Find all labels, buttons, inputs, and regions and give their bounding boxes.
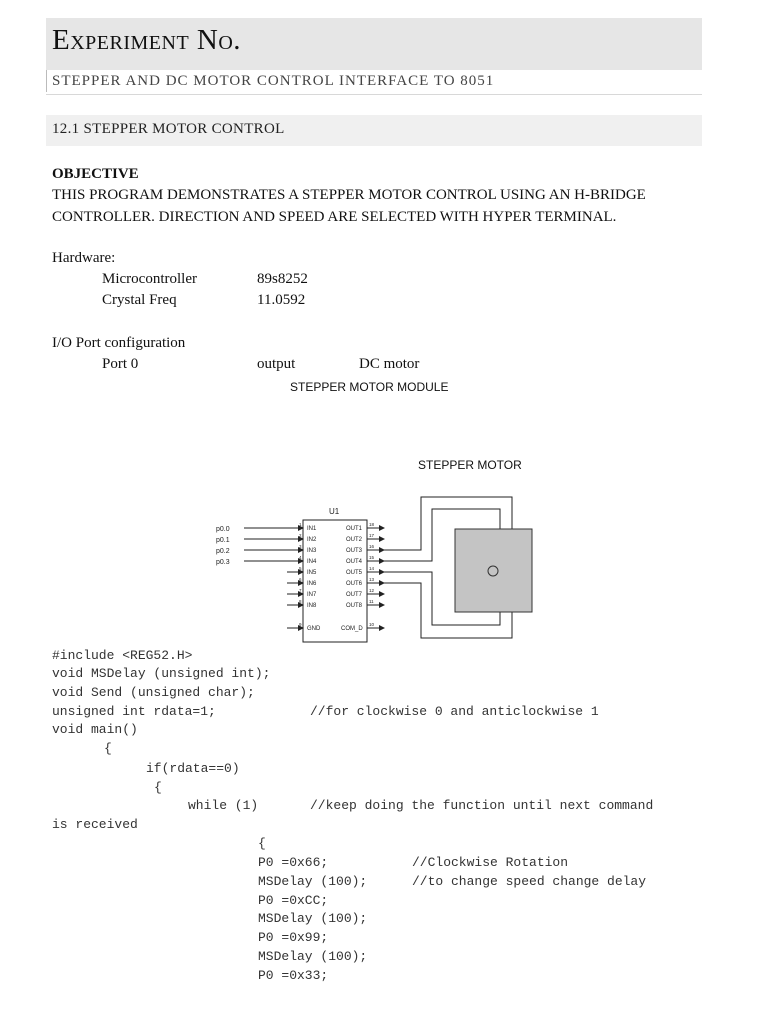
code-line: P0 =0x66; (258, 855, 329, 870)
input-pin-number: 2 (299, 533, 302, 538)
output-pin-number: 15 (369, 555, 375, 560)
output-pin-name: OUT6 (346, 581, 363, 587)
objective-heading: OBJECTIVE (52, 166, 139, 182)
objective-line: THIS PROGRAM DEMONSTRATES A STEPPER MOTOR CONTROL USING AN H-BRIDGE (52, 187, 646, 203)
output-pin-name: OUT1 (346, 526, 363, 532)
code-comment: //Clockwise Rotation (412, 855, 569, 870)
code-line: MSDelay (100); (258, 911, 368, 926)
output-pin-name: OUT5 (346, 570, 363, 576)
input-pin-name: IN4 (307, 559, 317, 565)
hardware-value: 11.0592 (257, 292, 306, 308)
port-label: p0.3 (216, 559, 230, 566)
hardware-value: 89s8252 (257, 271, 308, 287)
io-device: DC motor (359, 356, 420, 372)
module-title: STEPPER MOTOR MODULE (290, 380, 449, 394)
input-pin-name: IN5 (307, 570, 317, 576)
input-pin-number: 5 (299, 566, 302, 571)
output-pin-name: OUT8 (346, 603, 363, 609)
hardware-label: Microcontroller (102, 271, 197, 287)
port-label: p0.2 (216, 548, 230, 555)
output-pin-number: 18 (369, 522, 375, 527)
io-port: Port 0 (102, 356, 139, 372)
input-pin-name: IN3 (307, 548, 317, 554)
gnd-pin-number: 9 (299, 622, 302, 627)
input-pin-name: IN7 (307, 592, 317, 598)
code-line: while (1) (188, 798, 259, 813)
input-pin-name: IN6 (307, 581, 317, 587)
output-pin-number: 13 (369, 577, 375, 582)
input-pin-number: 8 (299, 599, 302, 604)
code-line: P0 =0xCC; (258, 893, 329, 908)
code-line: unsigned int rdata=1; (52, 704, 216, 719)
code-line: P0 =0x99; (258, 930, 329, 945)
hardware-heading: Hardware: (52, 250, 116, 266)
output-pin-name: OUT4 (346, 559, 363, 565)
objective-line: CONTROLLER. DIRECTION AND SPEED ARE SELECTED WITH HYPER TERMINAL. (52, 209, 617, 225)
code-line: P0 =0x33; (258, 968, 329, 983)
code-comment: //to change speed change delay (412, 874, 647, 889)
output-pin-number: 11 (369, 599, 374, 604)
motor-title: STEPPER MOTOR (418, 458, 522, 472)
com-pin-name: COM_D (341, 626, 363, 632)
chip-label: U1 (329, 507, 340, 516)
io-heading: I/O Port configuration (52, 335, 186, 351)
code-line: { (104, 741, 112, 756)
input-pin-name: IN1 (307, 526, 317, 532)
output-pin-name: OUT2 (346, 537, 363, 543)
output-pin-name: OUT3 (346, 548, 363, 554)
input-pin-number: 7 (299, 588, 302, 593)
code-comment: //for clockwise 0 and anticlockwise 1 (310, 704, 599, 719)
code-line: void MSDelay (unsigned int); (52, 666, 271, 681)
code-line: #include <REG52.H> (52, 648, 193, 663)
input-pin-name: IN8 (307, 603, 317, 609)
code-comment: //keep doing the function until next command (310, 798, 654, 813)
input-pin-number: 4 (299, 555, 302, 560)
io-mode: output (257, 356, 296, 372)
code-line: void main() (52, 722, 138, 737)
experiment-subtitle: STEPPER AND DC MOTOR CONTROL INTERFACE TO 8051 (52, 73, 495, 89)
output-pin-number: 16 (369, 544, 375, 549)
experiment-title: Experiment No. (52, 24, 242, 56)
code-line: MSDelay (100); (258, 949, 368, 964)
section-heading: 12.1 STEPPER MOTOR CONTROL (52, 121, 285, 137)
motor-shaft (488, 566, 498, 576)
code-line: if(rdata==0) (146, 761, 240, 776)
code-line: MSDelay (100); (258, 874, 368, 889)
input-pin-name: IN2 (307, 537, 317, 543)
input-pin-number: 6 (299, 577, 302, 582)
code-line: is received (52, 817, 138, 832)
output-pin-number: 14 (369, 566, 375, 571)
code-line: { (154, 780, 162, 795)
output-pin-number: 12 (369, 588, 375, 593)
output-pin-name: OUT7 (346, 592, 363, 598)
port-label: p0.1 (216, 537, 230, 544)
com-pin-number: 10 (369, 622, 375, 627)
output-pin-number: 17 (369, 533, 375, 538)
input-pin-number: 1 (299, 522, 302, 527)
port-label: p0.0 (216, 526, 230, 533)
input-pin-number: 3 (299, 544, 302, 549)
gnd-pin-name: GND (307, 626, 321, 632)
code-line: void Send (unsigned char); (52, 685, 255, 700)
code-line: { (258, 836, 266, 851)
hardware-label: Crystal Freq (102, 292, 177, 308)
